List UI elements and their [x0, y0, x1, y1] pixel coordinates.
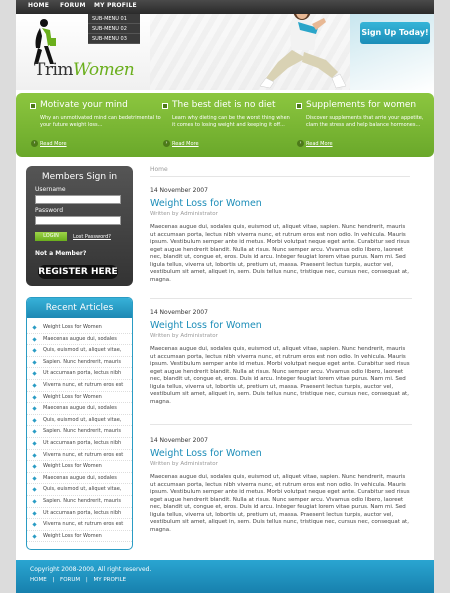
nav-home[interactable]: HOME	[28, 2, 49, 9]
recent-article-label: Weight Loss for Women	[43, 532, 102, 539]
not-member-text: Not a Member?	[35, 250, 87, 257]
recent-articles-box	[26, 297, 133, 550]
diamond-bullet-icon	[32, 476, 36, 480]
password-label: Password	[35, 207, 64, 214]
post-body: Maecenas augue dui, sodales quis, euismod ut, aliquet vitae, sapien. Nunc hendrerit, mauris ut accumsan porta, lectus nibh viverra nunc, et rutrum eros est non odio. In vehicula. Mauris ipsum. Vestibulum semper ante id metus. Morbi volutpat neque eget ante. Curabitur sed risus eget augue hendrerit blandit. Nulla at risus. Nunc semper arcu. Vivamus odio libero, laoreet nec, blandit ut, congue et, eros. Duis id arcu. Integer feugiat lorem vitae purus. Nam mi. Sed ligula tellus, viverra ut, lobortis ut, pretium ut, massa. Praesent lectus turpis, auctor vel, vestibulum sit amet, aliquet in, sem. Duis tellus nunc, tristique nec, cursus nec, consequat at, magna.	[150, 224, 410, 283]
top-nav	[16, 0, 434, 14]
logo-trim: Trim	[34, 60, 74, 80]
recent-article-label: Weight Loss for Women	[43, 324, 102, 330]
feature-best-diet	[160, 93, 290, 157]
footer-separator: |	[52, 577, 55, 583]
recent-article-item[interactable]	[27, 438, 132, 450]
read-more-link[interactable]: Read More	[306, 141, 333, 147]
nav-forum[interactable]: FORUM	[60, 2, 86, 9]
footer-separator: |	[85, 577, 88, 583]
recent-article-item[interactable]	[27, 461, 132, 473]
arrow-right-icon[interactable]: ›	[297, 140, 304, 147]
feature-bullet-icon	[296, 103, 302, 109]
diamond-bullet-icon	[32, 488, 36, 492]
features-band	[16, 93, 434, 157]
recent-article-label: Maecenas augue dui, sodales	[43, 405, 117, 412]
recent-articles-list	[27, 318, 132, 542]
footer	[16, 560, 434, 593]
breadcrumb-divider	[150, 176, 410, 177]
post-author: Written by Administrator	[150, 211, 218, 217]
recent-articles-title: Recent Articles	[27, 298, 132, 318]
recent-article-label: Weight Loss for Women	[43, 463, 102, 470]
recent-article-item[interactable]	[27, 473, 132, 485]
footer-link-home[interactable]: HOME	[30, 577, 47, 583]
logo-figure-icon	[30, 18, 58, 66]
members-signin-box	[26, 166, 133, 286]
members-title: Members Sign in	[41, 172, 118, 182]
submenu-item-02[interactable]: SUB-MENU 02	[88, 24, 140, 34]
feature-title: Supplements for women	[306, 100, 417, 110]
recent-article-label: Weight Loss for Women	[43, 393, 102, 400]
diamond-bullet-icon	[32, 441, 36, 445]
recent-article-item[interactable]	[27, 415, 132, 427]
diamond-bullet-icon	[32, 522, 36, 526]
post	[150, 187, 412, 284]
post-title[interactable]: Weight Loss for Women	[150, 198, 262, 209]
breadcrumb[interactable]: Home	[150, 166, 168, 173]
recent-article-label: Ut accumsan porta, lectus nibh	[43, 439, 122, 446]
post-date: 14 November 2007	[150, 309, 208, 316]
recent-article-item[interactable]	[27, 392, 132, 404]
post-author: Written by Administrator	[150, 333, 218, 339]
feature-bullet-icon	[30, 103, 36, 109]
footer-links	[30, 577, 130, 583]
recent-article-item[interactable]	[27, 368, 132, 380]
recent-article-label: Sapien. Nunc hendrerit, mauris	[43, 358, 121, 365]
feature-supplements	[294, 93, 424, 157]
password-input[interactable]	[35, 216, 121, 225]
arrow-right-icon[interactable]: ›	[163, 140, 170, 147]
signup-button[interactable]: Sign Up Today!	[360, 22, 430, 44]
feature-bullet-icon	[162, 103, 168, 109]
recent-article-item[interactable]	[27, 508, 132, 520]
diamond-bullet-icon	[32, 395, 36, 399]
feature-motivate	[28, 93, 161, 157]
diamond-bullet-icon	[32, 534, 36, 538]
recent-article-item[interactable]	[27, 322, 132, 334]
login-button[interactable]: LOGIN	[35, 232, 67, 241]
post-date: 14 November 2007	[150, 437, 208, 444]
diamond-bullet-icon	[32, 372, 36, 376]
arrow-right-icon[interactable]: ›	[31, 140, 38, 147]
recent-article-label: Sapien. Nunc hendrerit, mauris	[43, 497, 121, 504]
post-author: Written by Administrator	[150, 461, 218, 467]
recent-article-label: Viverra nunc, et rutrum eros est	[43, 521, 124, 528]
submenu-dropdown	[88, 14, 140, 44]
feature-title: Motivate your mind	[40, 100, 128, 110]
recent-article-item[interactable]	[27, 357, 132, 369]
diamond-bullet-icon	[32, 407, 36, 411]
feature-text: Learn why dieting can be the worst thing when it comes to losing weight and keeping it off...	[172, 115, 290, 128]
post	[150, 437, 412, 534]
recent-article-label: Maecenas augue dui, sodales	[43, 474, 117, 481]
read-more-link[interactable]: Read More	[172, 141, 199, 147]
recent-article-label: Viverra nunc, et rutrum eros est	[43, 381, 124, 388]
recent-article-item[interactable]	[27, 450, 132, 462]
recent-article-label: Quis, euismod ut, aliquet vitae,	[43, 347, 122, 354]
post-divider	[150, 424, 412, 425]
username-input[interactable]	[35, 195, 121, 204]
recent-article-item[interactable]	[27, 426, 132, 438]
recent-article-item[interactable]	[27, 519, 132, 531]
submenu-item-01[interactable]: SUB-MENU 01	[88, 14, 140, 24]
register-button[interactable]: REGISTER HERE	[38, 267, 118, 277]
recent-article-label: Quis, euismod ut, aliquet vitae,	[43, 486, 122, 493]
diamond-bullet-icon	[32, 465, 36, 469]
post-body: Maecenas augue dui, sodales quis, euismod ut, aliquet vitae, sapien. Nunc hendrerit, mauris ut accumsan porta, lectus nibh viverra nunc, et rutrum eros est non odio. In vehicula. Mauris ipsum. Vestibulum semper ante id metus. Morbi volutpat neque eget ante. Curabitur sed risus eget augue hendrerit blandit. Nulla at risus. Nunc semper arcu. Vivamus odio libero, laoreet nec, blandit ut, congue et, eros. Duis id arcu. Integer feugiat lorem vitae purus. Nam mi. Sed ligula tellus, viverra ut, lobortis ut, pretium ut, massa. Praesent lectus turpis, auctor vel, vestibulum sit amet, aliquet in, sem. Duis tellus nunc, tristique nec, cursus nec, consequat at, magna.	[150, 346, 410, 405]
recent-article-label: Viverra nunc, et rutrum eros est	[43, 451, 124, 458]
recent-article-item[interactable]	[27, 403, 132, 415]
feature-text: Why an unmotivated mind can bedetrimental to your future weight loss...	[40, 115, 161, 128]
recent-article-label: Maecenas augue dui, sodales	[43, 335, 117, 342]
read-more-link[interactable]: Read More	[40, 141, 67, 147]
recent-article-item[interactable]	[27, 484, 132, 496]
diamond-bullet-icon	[32, 418, 36, 422]
lost-password-link[interactable]: Lost Password?	[73, 234, 111, 240]
post-date: 14 November 2007	[150, 187, 208, 194]
recent-article-label: Quis, euismod ut, aliquet vitae,	[43, 416, 122, 423]
post-title[interactable]: Weight Loss for Women	[150, 320, 262, 331]
diamond-bullet-icon	[32, 325, 36, 329]
recent-article-item[interactable]	[27, 496, 132, 508]
recent-article-label: Sapien. Nunc hendrerit, mauris	[43, 428, 121, 435]
footer-copyright: Copyright 2008-2009, All right reserved.	[30, 566, 152, 573]
submenu-item-03[interactable]: SUB-MENU 03	[88, 34, 140, 44]
logo-women: Women	[73, 60, 135, 80]
post-divider	[150, 298, 412, 299]
post	[150, 309, 412, 406]
logo[interactable]	[34, 60, 134, 80]
feature-text: Discover supplements that arrie your appetite, clam the stress and help balance hormones...	[306, 115, 424, 128]
diamond-bullet-icon	[32, 360, 36, 364]
diamond-bullet-icon	[32, 453, 36, 457]
recent-article-item[interactable]	[27, 531, 132, 543]
diamond-bullet-icon	[32, 349, 36, 353]
diamond-bullet-icon	[32, 499, 36, 503]
diamond-bullet-icon	[32, 511, 36, 515]
recent-article-item[interactable]	[27, 334, 132, 346]
post-title[interactable]: Weight Loss for Women	[150, 448, 262, 459]
nav-my-profile[interactable]: MY PROFILE	[94, 2, 137, 9]
diamond-bullet-icon	[32, 337, 36, 341]
recent-article-label: Ut accumsan porta, lectus nibh	[43, 509, 122, 516]
username-label: Username	[35, 186, 66, 193]
diamond-bullet-icon	[32, 383, 36, 387]
recent-article-item[interactable]	[27, 345, 132, 357]
footer-link-my-profile[interactable]: MY PROFILE	[93, 577, 127, 583]
recent-article-label: Ut accumsan porta, lectus nibh	[43, 370, 122, 377]
footer-link-forum[interactable]: FORUM	[60, 577, 81, 583]
diamond-bullet-icon	[32, 430, 36, 434]
feature-title: The best diet is no diet	[172, 100, 276, 110]
recent-article-item[interactable]	[27, 380, 132, 392]
post-body: Maecenas augue dui, sodales quis, euismod ut, aliquet vitae, sapien. Nunc hendrerit, mauris ut accumsan porta, lectus nibh viverra nunc, et rutrum eros est non odio. In vehicula. Mauris ipsum. Vestibulum semper ante id metus. Morbi volutpat neque eget ante. Curabitur sed risus eget augue hendrerit blandit. Nulla at risus. Nunc semper arcu. Vivamus odio libero, laoreet nec, blandit ut, congue et, eros. Duis id arcu. Integer feugiat lorem vitae purus. Nam mi. Sed ligula tellus, viverra ut, lobortis ut, pretium ut, massa. Praesent lectus turpis, auctor vel, vestibulum sit amet, aliquet in, sem. Duis tellus nunc, tristique nec, cursus nec, consequat at, magna.	[150, 474, 410, 533]
